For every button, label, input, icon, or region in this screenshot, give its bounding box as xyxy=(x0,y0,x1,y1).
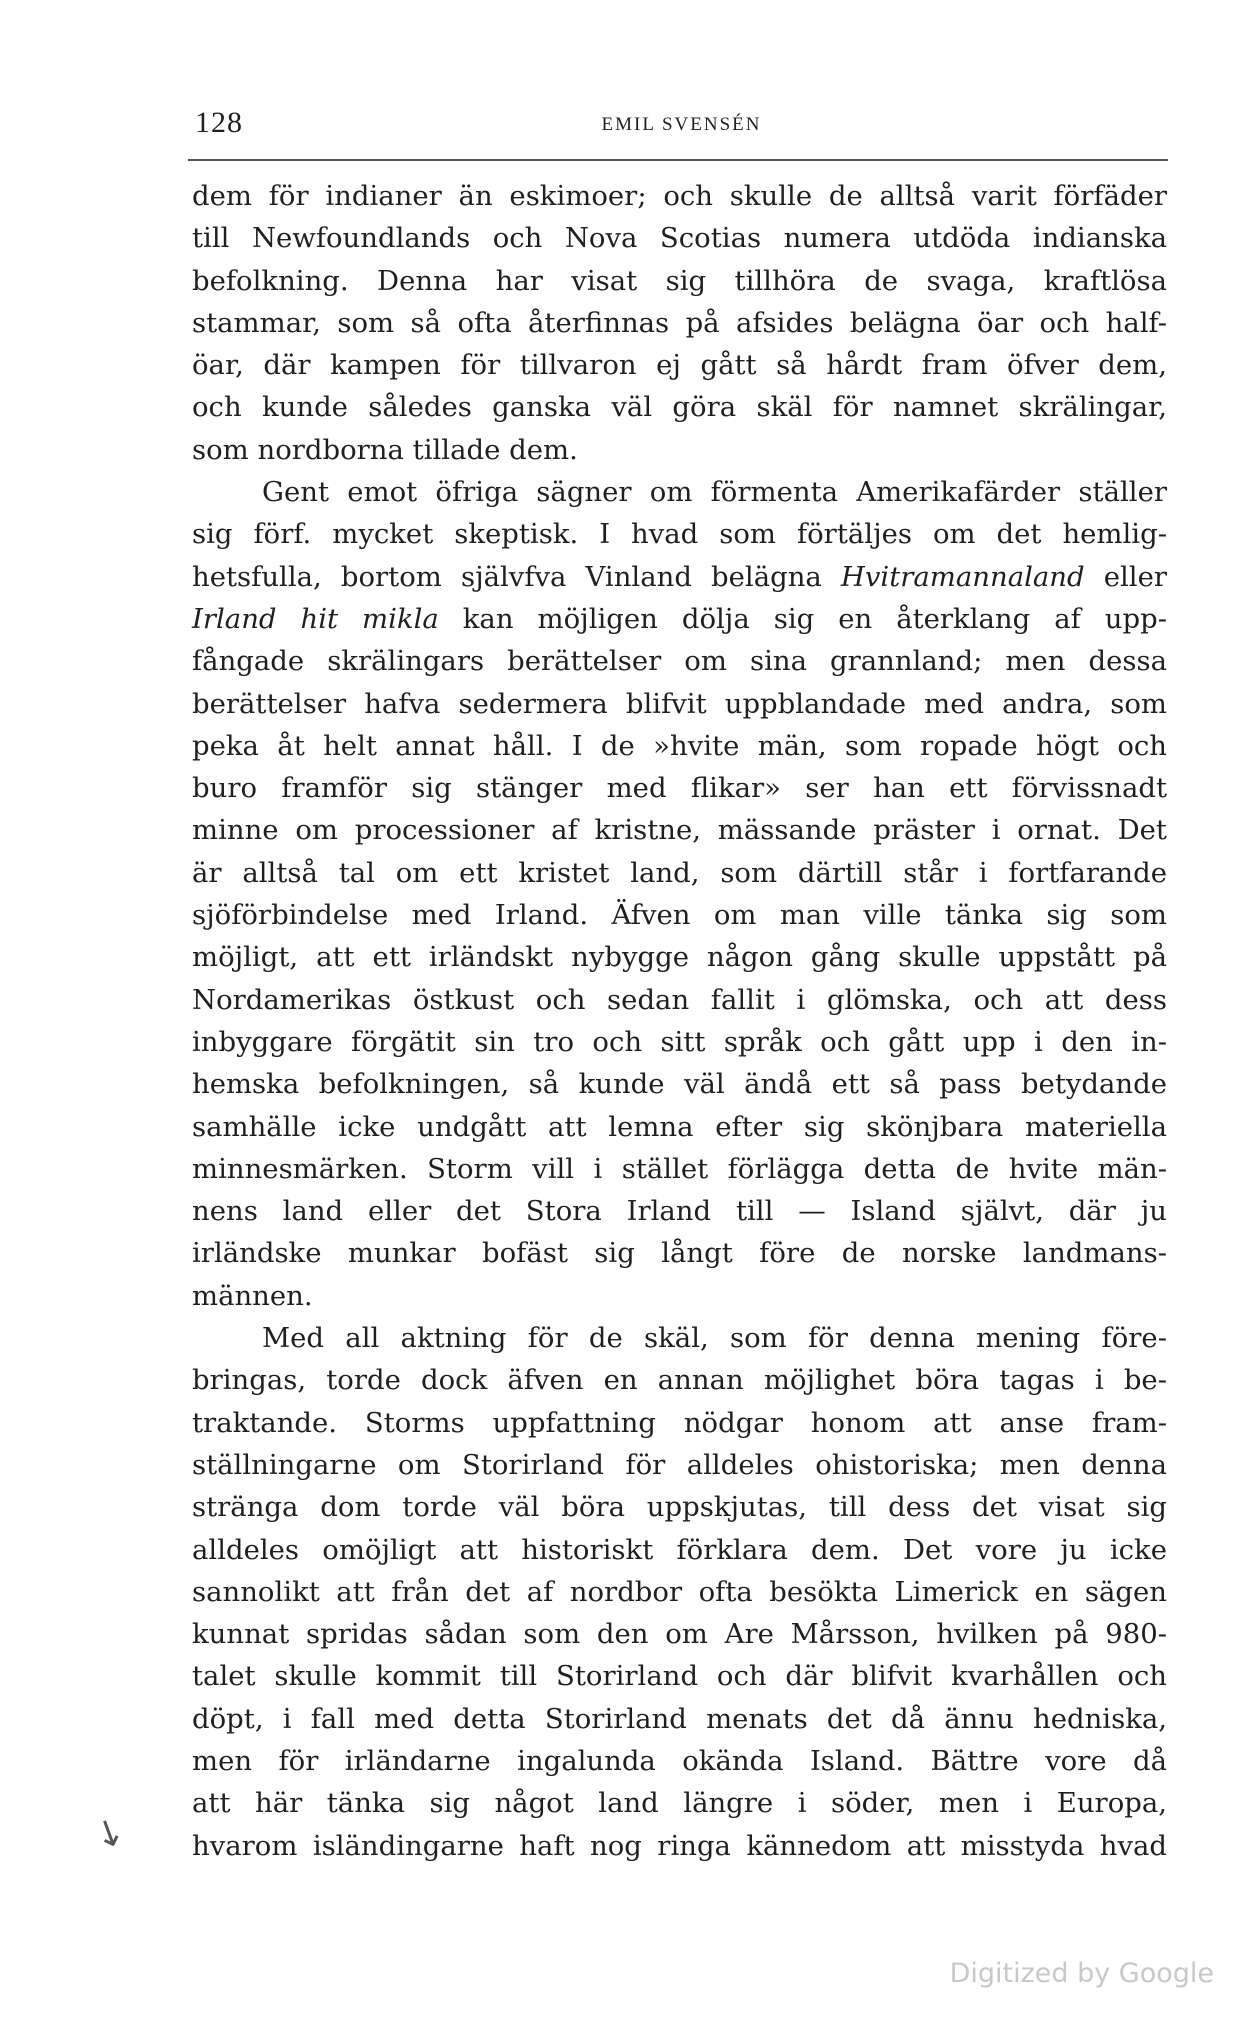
text-line: men för irländarne ingalunda okända Island. Bättre vore då xyxy=(192,1744,1167,1777)
text-segment: eller xyxy=(1084,560,1167,593)
text-line: irländske munkar bofäst sig långt före de norske landmans- xyxy=(192,1237,1167,1270)
page-header xyxy=(195,96,1168,146)
running-head: EMIL SVENSÉN xyxy=(601,114,762,135)
text-line: minnesmärken. Storm vill i stället förlägga detta de hvite män- xyxy=(192,1152,1167,1185)
text-line: peka åt helt annat håll. I de »hvite män, som ropade högt och xyxy=(192,729,1167,762)
text-line: kunnat spridas sådan som den om Are Mårsson, hvilken på 980- xyxy=(192,1618,1167,1651)
paragraph-start: Gent emot öfriga sägner om förmenta Amerikafärder ställer xyxy=(262,476,1167,509)
digitized-watermark: Digitized by Google xyxy=(949,1958,1214,1989)
header-rule xyxy=(188,159,1168,161)
text-line: talet skulle kommit till Storirland och där blifvit kvarhållen och xyxy=(192,1660,1167,1693)
body-text xyxy=(192,175,1167,1867)
text-line: hemska befolkningen, så kunde väl ändå ett så pass betydande xyxy=(192,1068,1167,1101)
italic-place-name: Hvitramannaland xyxy=(840,560,1085,593)
text-line xyxy=(192,598,1167,640)
text-line: stränga dom torde väl böra uppskjutas, till dess det visat sig xyxy=(192,1491,1167,1524)
text-line: till Newfoundlands och Nova Scotias numera utdöda indianska xyxy=(192,222,1167,255)
text-line: och kunde således ganska väl göra skäl för namnet skrälingar, xyxy=(192,391,1167,424)
text-line: sig förf. mycket skeptisk. I hvad som förtäljes om det hemlig- xyxy=(192,518,1167,551)
text-line: alldeles omöjligt att historiskt förklara dem. Det vore ju icke xyxy=(192,1533,1167,1566)
page-number: 128 xyxy=(195,106,243,139)
text-line: minne om processioner af kristne, mässande präster i ornat. Det xyxy=(192,814,1167,847)
text-line: öar, där kampen för tillvaron ej gått så hårdt fram öfver dem, xyxy=(192,349,1167,382)
text-line: inbyggare förgätit sin tro och sitt språk och gått upp i den in- xyxy=(192,1025,1167,1058)
text-line: att här tänka sig något land längre i söder, men i Europa, xyxy=(192,1787,1167,1820)
text-line: Nordamerikas östkust och sedan fallit i glömska, och att dess xyxy=(192,983,1167,1016)
text-line: samhälle icke undgått att lemna efter sig skönjbara materiella xyxy=(192,1110,1167,1143)
text-line: fångade skrälingars berättelser om sina grannland; men dessa xyxy=(192,645,1167,678)
text-line: hvarom isländingarne haft nog ringa kännedom att misstyda hvad xyxy=(192,1829,1167,1862)
scan-mark-arrow-icon: ↘ xyxy=(86,1807,132,1858)
text-line: berättelser hafva sedermera blifvit uppblandade med andra, som xyxy=(192,687,1167,720)
text-line xyxy=(192,556,1167,598)
text-line: som nordborna tillade dem. xyxy=(192,433,578,466)
text-line: ställningarne om Storirland för alldeles ohistoriska; men denna xyxy=(192,1448,1167,1481)
text-line: befolkning. Denna har visat sig tillhöra de svaga, kraftlösa xyxy=(192,264,1167,297)
text-line: stammar, som så ofta återfinnas på afsides belägna öar och half- xyxy=(192,306,1167,339)
italic-place-name: Irland hit mikla xyxy=(192,602,439,635)
text-segment: kan möjligen dölja sig en återklang af upp- xyxy=(438,602,1167,635)
text-line: möjligt, att ett irländskt nybygge någon gång skulle uppstått på xyxy=(192,941,1167,974)
text-line: döpt, i fall med detta Storirland menats det då ännu hedniska, xyxy=(192,1702,1167,1735)
text-line: sjöförbindelse med Irland. Äfven om man ville tänka sig som xyxy=(192,899,1167,932)
text-line: nens land eller det Stora Irland till — Island självt, där ju xyxy=(192,1195,1167,1228)
text-line: sannolikt att från det af nordbor ofta besökta Limerick en sägen xyxy=(192,1575,1167,1608)
text-line: bringas, torde dock äfven en annan möjlighet böra tagas i be- xyxy=(192,1364,1167,1397)
text-line: männen. xyxy=(192,1279,313,1312)
text-line: buro framför sig stänger med flikar» ser han ett förvissnadt xyxy=(192,772,1167,805)
text-line: traktande. Storms uppfattning nödgar honom att anse fram- xyxy=(192,1406,1167,1439)
text-line: dem för indianer än eskimoer; och skulle de alltså varit förfäder xyxy=(192,180,1167,212)
paragraph-start: Med all aktning för de skäl, som för denna mening före- xyxy=(262,1322,1167,1355)
text-segment: hetsfulla, bortom självfva Vinland belägna xyxy=(192,560,841,593)
text-line: är alltså tal om ett kristet land, som därtill står i fortfarande xyxy=(192,856,1167,889)
